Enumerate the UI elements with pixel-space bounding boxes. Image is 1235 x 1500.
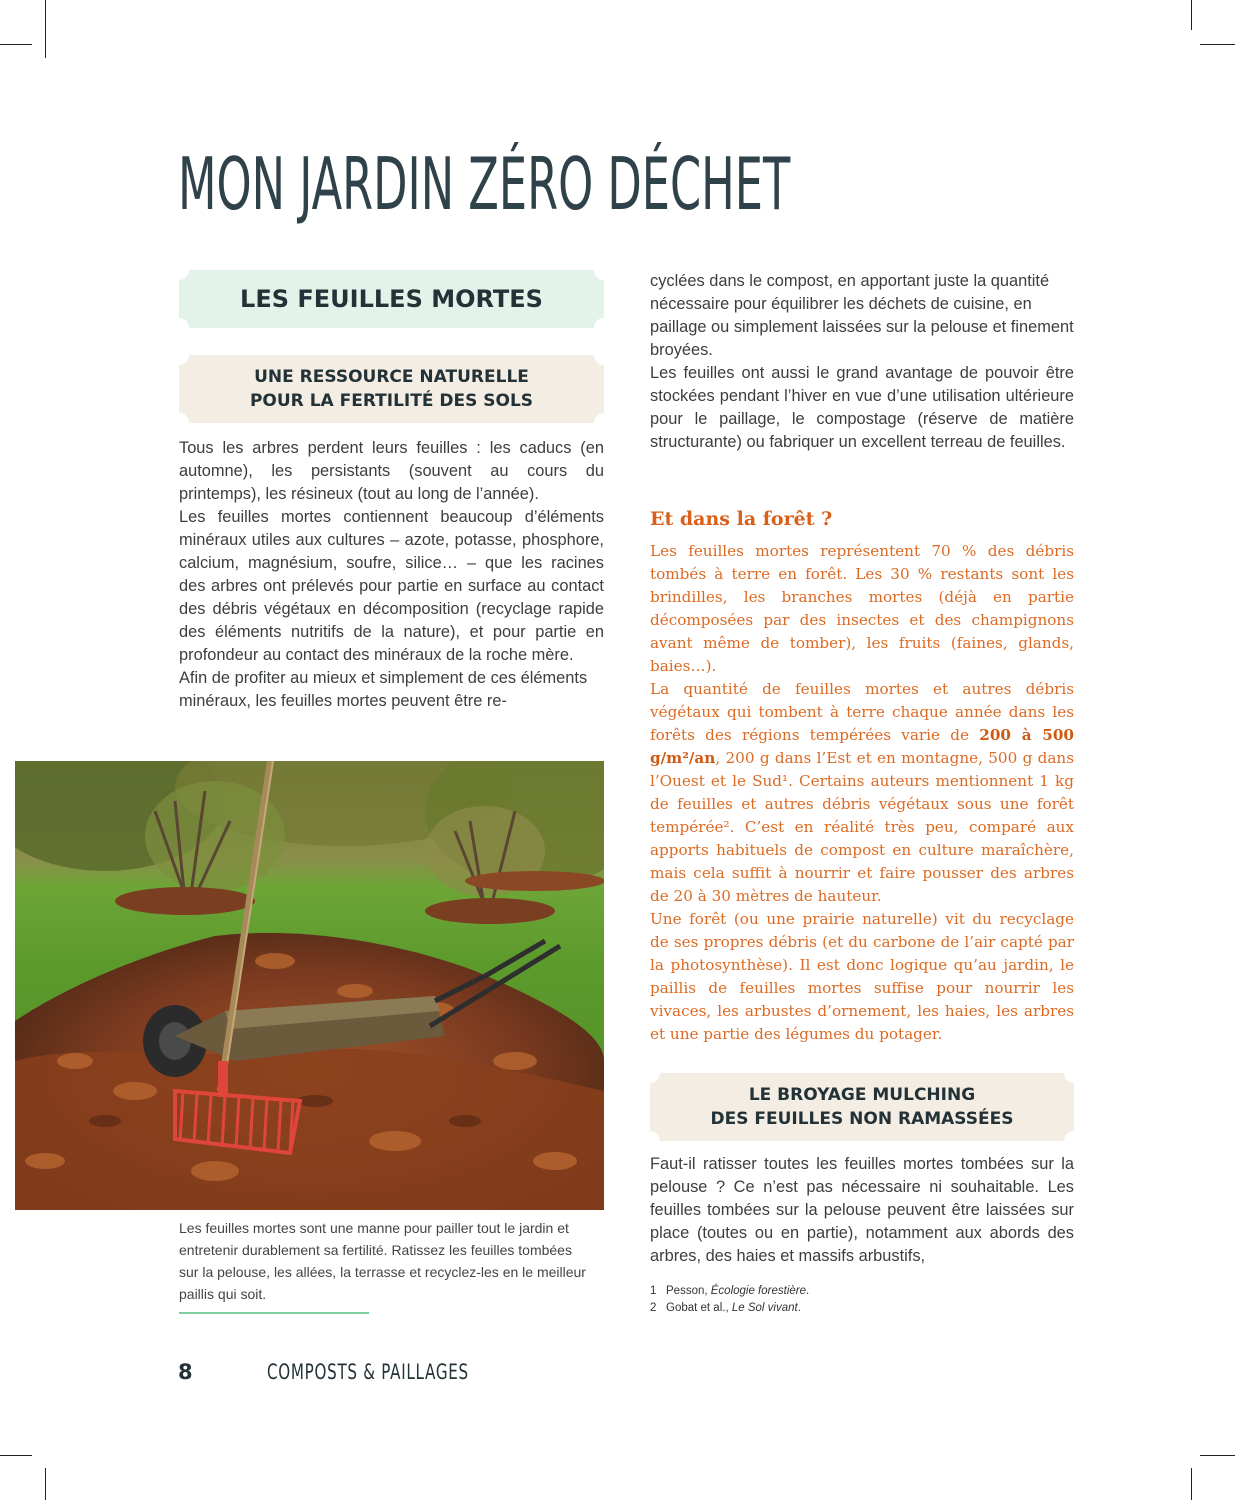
paragraph: Les feuilles ont aussi le grand avantage de pouvoir être stockées pendant l’hiver en vue d’une utilisation ultérieure pour le paillage, le compostage (réserve de matière structurante) ou fabriquer un excellent terreau de feuilles. bbox=[650, 364, 1074, 451]
box-title: Et dans la forêt ? bbox=[650, 508, 833, 530]
section-title: LES FEUILLES MORTES bbox=[240, 285, 543, 313]
footnote-number: 2 bbox=[650, 1302, 657, 1314]
right-body-text bbox=[650, 270, 1074, 454]
paragraph: Tous les arbres perdent leurs feuilles : les caducs (en automne), les persistants (souvent au cours du printemps), les résineux (tout au long de l’année). bbox=[179, 439, 604, 503]
subsection-title-line: UNE RESSOURCE NATURELLE bbox=[254, 367, 529, 387]
footnote bbox=[650, 1300, 1074, 1317]
subsection-title-line: LE BROYAGE MULCHING bbox=[748, 1085, 976, 1105]
crop-mark bbox=[45, 0, 46, 58]
final-paragraph: Faut-il ratisser toutes les feuilles mortes tombées sur la pelouse ? Ce n’est pas nécessaire ni souhaitable. Les feuilles tombées sur la pelouse peuvent être laissées sur place (toutes ou en partie), notamment aux abords des arbres, des haies et massifs arbustifs, bbox=[650, 1155, 1074, 1265]
footnote-end: . bbox=[797, 1302, 801, 1314]
crop-mark bbox=[1200, 1455, 1235, 1456]
running-footer: COMPOSTS & PAILLAGES bbox=[267, 1360, 469, 1384]
subsection-banner-ressource bbox=[179, 355, 604, 423]
crop-mark bbox=[1200, 44, 1235, 45]
left-body-text bbox=[179, 437, 604, 713]
footnote bbox=[650, 1283, 1074, 1300]
footnote-text: Pesson, bbox=[666, 1285, 711, 1297]
crop-mark bbox=[1191, 0, 1192, 30]
page-title: MON JARDIN ZÉRO DÉCHET bbox=[178, 142, 791, 226]
subsection-title-line: DES FEUILLES NON RAMASSÉES bbox=[710, 1109, 1014, 1129]
text-span: La quantité de feuilles mortes et autres débris végétaux qui tombent à terre chaque année dans les forêts des régions tempérées varie de bbox=[650, 680, 1074, 744]
crop-mark bbox=[0, 44, 32, 45]
photo-caption: Les feuilles mortes sont une manne pour pailler tout le jardin et entretenir durablement sa fertilité. Ratissez les feuilles tombées sur la pelouse, les allées, la terrasse et recyclez-les en le meilleur paillis qui soit. bbox=[179, 1220, 586, 1302]
paragraph: Afin de profiter au mieux et simplement de ces éléments minéraux, les feuilles mortes peuvent être re- bbox=[179, 669, 588, 710]
subsection-title-line: POUR LA FERTILITÉ DES SOLS bbox=[249, 391, 534, 411]
autumn-leaves-photo bbox=[15, 761, 604, 1210]
footnote-text: Gobat et al., bbox=[666, 1302, 732, 1314]
paragraph: Une forêt (ou une prairie naturelle) vit du recyclage de ses propres débris (et du carbone de l’air capté par la photosynthèse). Il est donc logique qu’au jardin, le paillis de feuilles mortes suffise pour nourrir les vivaces, les arbustes d’ornement, les haies, les arbres et une partie des légumes du potager. bbox=[650, 910, 1074, 1043]
footnote-title: Le Sol vivant bbox=[731, 1302, 798, 1314]
paragraph: cyclées dans le compost, en apportant juste la quantité nécessaire pour équilibrer les déchets de cuisine, en paillage ou simplement laissées sur la pelouse et finement broyées. bbox=[650, 272, 1074, 359]
page-number: 8 bbox=[178, 1360, 193, 1384]
footnote-end: . bbox=[806, 1285, 810, 1297]
paragraph: Les feuilles mortes représentent 70 % des débris tombés à terre en forêt. Les 30 % restants sont les brindilles, les branches mortes (déjà en partie décomposées par des insectes et des champignons avant même de tomber), les fruits (faines, glands, baies…). bbox=[650, 542, 1074, 675]
section-banner-les-feuilles-mortes bbox=[179, 270, 604, 328]
crop-mark bbox=[0, 1455, 32, 1456]
paragraph bbox=[650, 678, 1074, 908]
footnote-title: Écologie forestière bbox=[710, 1285, 806, 1297]
text-span: , 200 g dans l’Est et en montagne, 500 g dans l’Ouest et le Sud¹. Certains auteurs mentionnent 1 kg de feuilles et autres débris végétaux sous une forêt tempérée². C’est en réalité très peu, comparé aux apports habituels de compost en culture maraîchère, mais cela suffit à nourrir et faire pousser des arbres de 20 à 30 mètres de hauteur. bbox=[650, 749, 1074, 905]
crop-mark bbox=[45, 1468, 46, 1500]
footnote-number: 1 bbox=[650, 1285, 657, 1297]
forest-box-text bbox=[650, 540, 1074, 1046]
highlight-value: 200 à 500 g/m²/an bbox=[650, 726, 1074, 767]
subsection-banner-broyage bbox=[650, 1073, 1074, 1141]
crop-mark bbox=[1191, 1468, 1192, 1500]
paragraph: Les feuilles mortes contiennent beaucoup d’éléments minéraux utiles aux cultures – azote, potasse, phosphore, calcium, magnésium, soufre, silice… – que les racines des arbres ont prélevés pour partie en surface au contact des débris végétaux en décomposition (recyclage rapide des éléments nutritifs de la nature), et pour partie en profondeur au contact des minéraux de la roche mère. bbox=[179, 508, 604, 664]
caption-rule bbox=[179, 1312, 369, 1314]
